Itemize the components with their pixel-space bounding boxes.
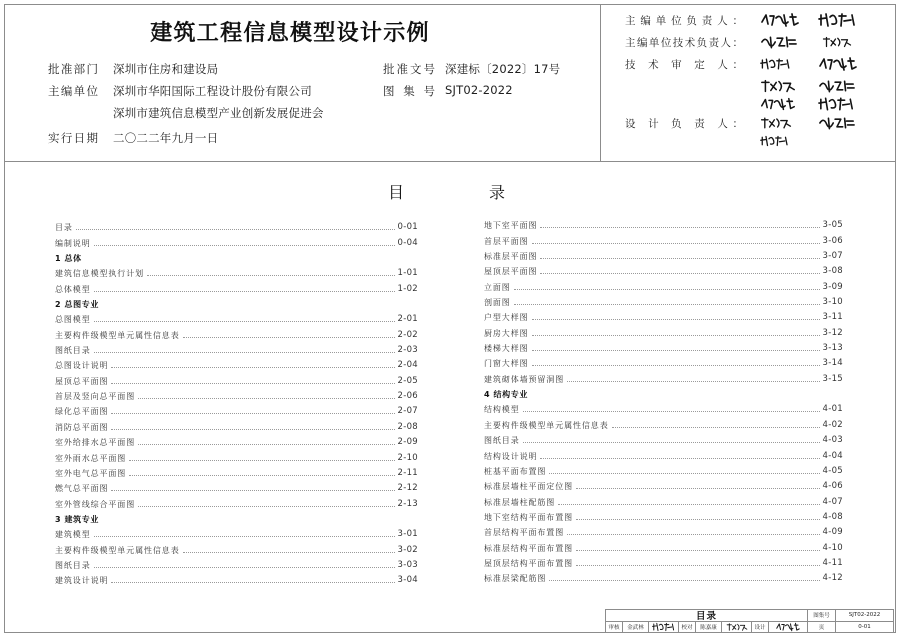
unit-head-label: 主编单位负责人： <box>625 15 743 27</box>
toc-entry-page: 2-12 <box>397 483 418 494</box>
toc-entry-page: 3-06 <box>822 235 843 246</box>
atlas-title: 建筑工程信息模型设计示例 <box>150 21 430 46</box>
toc-entry-title: 燃气总平面图 <box>55 484 109 494</box>
approval-dept-label: 批准部门 <box>48 62 98 76</box>
toc-entry-page: 4-05 <box>822 465 843 476</box>
toc-entry[interactable] <box>484 369 843 384</box>
toc-entry-page: 2-09 <box>397 437 418 448</box>
toc-entry-page: 3-15 <box>822 373 843 384</box>
toc-entry-page: 2-02 <box>397 329 418 340</box>
toc-entry[interactable] <box>484 339 843 354</box>
toc-entry-title: 标准层结构平面布置图 <box>484 543 573 553</box>
toc-entry[interactable] <box>484 569 843 584</box>
toc-entry-page: 4-04 <box>822 450 843 461</box>
toc-entry-page: 4-03 <box>822 435 843 446</box>
toc-entry-title: 室外给排水总平面图 <box>55 438 136 448</box>
toc-entry-page: 4-01 <box>822 404 843 415</box>
toc-entry[interactable] <box>55 325 418 340</box>
toc-entry-title: 主要构件级模型单元属性信息表 <box>55 330 180 340</box>
toc-entry[interactable] <box>55 402 418 417</box>
toc-entry-title: 图纸目录 <box>55 346 91 356</box>
toc-entry-page: 3-11 <box>822 312 843 323</box>
leader-dots <box>138 444 394 445</box>
toc-entry-title: 标准层墙柱平面定位图 <box>484 482 573 492</box>
leader-dots <box>567 381 819 382</box>
approval-no: 深建标〔2022〕17号 <box>445 62 561 76</box>
signature <box>818 78 856 94</box>
leader-dots <box>576 488 820 489</box>
toc-entry-title: 室外雨水总平面图 <box>55 453 127 463</box>
leader-dots <box>129 475 394 476</box>
review-signature <box>649 622 679 634</box>
toc-entry-title: 屋顶总平面图 <box>55 376 109 386</box>
leader-dots <box>111 429 394 430</box>
leader-dots <box>576 519 820 520</box>
toc-entry[interactable] <box>55 264 418 279</box>
toc-entry-title: 编制说明 <box>55 238 91 248</box>
toc-entry[interactable] <box>484 446 843 461</box>
leader-dots <box>94 245 395 246</box>
leader-dots <box>76 229 395 230</box>
toc-entry-title: 建筑砌体墙预留洞图 <box>484 374 565 384</box>
check-name: 陈嘉康 <box>696 622 722 634</box>
leader-dots <box>94 352 395 353</box>
leader-dots <box>576 565 820 566</box>
toc-entry-title: 首层及竖向总平面图 <box>55 392 136 402</box>
toc-entry[interactable] <box>484 538 843 553</box>
leader-dots <box>129 460 394 461</box>
toc-entry[interactable] <box>484 554 843 569</box>
leader-dots <box>138 506 394 507</box>
toc-entry[interactable] <box>55 310 418 325</box>
toc-entry[interactable] <box>484 293 843 308</box>
toc-entry-page: 3-03 <box>397 559 418 570</box>
signature <box>818 115 856 131</box>
toc-entry-page: 3-07 <box>822 251 843 262</box>
leader-dots <box>183 552 395 553</box>
toc-section-title: 1 总体 <box>55 254 82 264</box>
header-vertical-divider <box>600 4 601 161</box>
leader-dots <box>540 273 819 274</box>
toc-entry-title: 桩基平面布置图 <box>484 466 547 476</box>
signature <box>818 56 858 72</box>
toc-entry-page: 3-02 <box>397 544 418 555</box>
leader-dots <box>523 442 820 443</box>
toc-entry-page: 4-07 <box>822 496 843 507</box>
toc-entry[interactable] <box>55 571 418 586</box>
toc-entry-title: 主要构件级模型单元属性信息表 <box>55 545 180 555</box>
toc-entry-page: 2-10 <box>397 452 418 463</box>
toc-entry-title: 屋顶层结构平面布置图 <box>484 558 573 568</box>
toc-entry[interactable] <box>55 218 418 233</box>
signature <box>760 34 798 50</box>
toc-entry[interactable] <box>55 371 418 386</box>
leader-dots <box>540 458 819 459</box>
toc-section-heading <box>55 295 418 310</box>
leader-dots <box>612 427 820 428</box>
toc-entry-page: 3-05 <box>822 220 843 231</box>
toc-section-title: 2 总图专业 <box>55 300 99 310</box>
toc-entry-page: 3-13 <box>822 343 843 354</box>
toc-entry[interactable] <box>55 540 418 555</box>
toc-entry-title: 楼梯大样图 <box>484 344 529 354</box>
leader-dots <box>111 582 394 583</box>
signature <box>760 12 800 28</box>
toc-entry-title: 图纸目录 <box>55 560 91 570</box>
toc-entry-title: 室外管线综合平面图 <box>55 499 136 509</box>
leader-dots <box>576 550 820 551</box>
toc-entry[interactable] <box>484 354 843 369</box>
toc-entry-title: 总图设计说明 <box>55 361 109 371</box>
toc-entry-title: 建筑设计说明 <box>55 576 109 586</box>
toc-entry[interactable] <box>484 415 843 430</box>
toc-section-heading <box>55 249 418 264</box>
leader-dots <box>558 504 819 505</box>
toc-entry-page: 1-01 <box>397 268 418 279</box>
signature <box>760 78 796 94</box>
toc-entry-title: 结构设计说明 <box>484 451 538 461</box>
signature <box>760 56 792 72</box>
toc-entry[interactable] <box>55 233 418 248</box>
leader-dots <box>532 365 820 366</box>
leader-dots <box>111 490 394 491</box>
designer-label: 设 计 负 责 人： <box>625 118 743 130</box>
toc-entry[interactable] <box>55 464 418 479</box>
toc-entry[interactable] <box>55 479 418 494</box>
leader-dots <box>183 337 395 338</box>
toc-entry-title: 标准层墙柱配筋图 <box>484 497 556 507</box>
title-block-atlas-no: SJT02-2022 <box>836 610 894 621</box>
chief-unit-2: 深圳市建筑信息模型产业创新发展促进会 <box>113 106 324 120</box>
leader-dots <box>523 411 820 412</box>
toc-entry-page: 2-06 <box>397 391 418 402</box>
toc-entry-title: 立面图 <box>484 282 511 292</box>
toc-entry-title: 绿化总平面图 <box>55 407 109 417</box>
toc-entry-title: 剖面图 <box>484 298 511 308</box>
toc-entry[interactable] <box>55 556 418 571</box>
toc-heading: 目录 <box>388 183 591 202</box>
atlas-no-label: 图 集 号 <box>383 84 435 98</box>
toc-entry-page: 4-06 <box>822 481 843 492</box>
toc-entry-title: 首层结构平面布置图 <box>484 528 565 538</box>
toc-entry-title: 消防总平面图 <box>55 422 109 432</box>
toc-right-column <box>484 216 843 584</box>
toc-section-heading <box>484 385 843 400</box>
toc-entry-title: 地下室平面图 <box>484 221 538 231</box>
title-block-title: 目录 <box>606 610 808 621</box>
leader-dots <box>540 227 819 228</box>
leader-dots <box>94 536 395 537</box>
leader-dots <box>532 319 820 320</box>
toc-entry-page: 4-10 <box>822 542 843 553</box>
toc-entry-title: 标准层梁配筋图 <box>484 574 547 584</box>
toc-entry-page: 3-12 <box>822 327 843 338</box>
toc-entry[interactable] <box>484 231 843 246</box>
leader-dots <box>111 367 394 368</box>
toc-left-column <box>55 218 418 586</box>
toc-entry[interactable] <box>484 492 843 507</box>
design-label: 设计 <box>752 622 769 634</box>
signature <box>760 115 792 131</box>
toc-entry-page: 2-08 <box>397 421 418 432</box>
toc-entry-page: 3-09 <box>822 281 843 292</box>
toc-entry[interactable] <box>55 279 418 294</box>
effective-date: 二〇二二年九月一日 <box>113 131 219 145</box>
toc-entry-title: 总图模型 <box>55 315 91 325</box>
signature <box>818 96 856 112</box>
toc-entry-page: 4-02 <box>822 419 843 430</box>
leader-dots <box>532 243 820 244</box>
toc-entry-title: 主要构件级模型单元属性信息表 <box>484 420 609 430</box>
header-divider <box>4 161 896 162</box>
page-label: 页 <box>808 622 836 634</box>
leader-dots <box>111 413 394 414</box>
toc-entry-page: 3-04 <box>397 575 418 586</box>
chief-unit-1: 深圳市华阳国际工程设计股份有限公司 <box>113 84 312 98</box>
toc-entry-page: 4-08 <box>822 511 843 522</box>
check-signature <box>722 622 752 634</box>
toc-entry[interactable] <box>484 216 843 231</box>
toc-entry[interactable] <box>484 262 843 277</box>
toc-entry-title: 户型大样图 <box>484 313 529 323</box>
check-label: 校对 <box>679 622 696 634</box>
toc-entry[interactable] <box>484 308 843 323</box>
toc-entry[interactable] <box>55 356 418 371</box>
toc-entry-page: 4-09 <box>822 527 843 538</box>
toc-entry-page: 2-11 <box>397 467 418 478</box>
leader-dots <box>94 321 395 322</box>
atlas-no: SJT02-2022 <box>445 83 513 97</box>
toc-entry-page: 1-02 <box>397 283 418 294</box>
toc-section-heading <box>55 510 418 525</box>
signature <box>818 12 858 28</box>
toc-entry-title: 标准层平面图 <box>484 252 538 262</box>
toc-entry-page: 2-13 <box>397 498 418 509</box>
toc-entry-title: 目录 <box>55 223 73 233</box>
tech-head-label: 主编单位技术负责人： <box>625 37 743 49</box>
toc-entry[interactable] <box>55 525 418 540</box>
toc-section-title: 4 结构专业 <box>484 390 528 400</box>
toc-section-title: 3 建筑专业 <box>55 514 99 524</box>
toc-entry[interactable] <box>55 494 418 509</box>
leader-dots <box>514 304 820 305</box>
toc-entry[interactable] <box>484 462 843 477</box>
toc-entry-page: 4-12 <box>822 573 843 584</box>
leader-dots <box>111 383 394 384</box>
toc-entry-page: 2-04 <box>397 360 418 371</box>
title-block-atlas-no-label: 图集号 <box>808 610 836 621</box>
toc-entry[interactable] <box>55 417 418 432</box>
toc-entry-page: 2-05 <box>397 375 418 386</box>
toc-entry-page: 0-04 <box>397 237 418 248</box>
toc-entry-page: 2-01 <box>397 314 418 325</box>
signature <box>760 133 790 149</box>
signature <box>760 96 796 112</box>
toc-entry[interactable] <box>55 448 418 463</box>
toc-entry-page: 3-14 <box>822 358 843 369</box>
toc-entry[interactable] <box>484 477 843 492</box>
chief-unit-label: 主编单位 <box>48 84 98 98</box>
toc-entry-title: 屋顶层平面图 <box>484 267 538 277</box>
toc-entry[interactable] <box>484 323 843 338</box>
toc-entry-title: 厨房大样图 <box>484 328 529 338</box>
reviewer-label: 技 术 审 定 人： <box>625 59 743 71</box>
toc-entry-page: 2-07 <box>397 406 418 417</box>
toc-entry-title: 室外电气总平面图 <box>55 468 127 478</box>
title-block <box>605 609 894 633</box>
toc-entry-page: 0-01 <box>397 222 418 233</box>
toc-entry-title: 结构模型 <box>484 405 520 415</box>
toc-entry-page: 3-01 <box>397 529 418 540</box>
page-number: 0-01 <box>836 622 894 634</box>
toc-entry-title: 建筑模型 <box>55 530 91 540</box>
leader-dots <box>94 291 395 292</box>
effective-date-label: 实行日期 <box>48 131 98 145</box>
toc-entry[interactable] <box>55 433 418 448</box>
leader-dots <box>567 534 819 535</box>
leader-dots <box>514 289 820 290</box>
toc-entry[interactable] <box>484 431 843 446</box>
review-label: 审核 <box>606 622 623 634</box>
leader-dots <box>540 258 819 259</box>
leader-dots <box>532 350 820 351</box>
signature <box>822 34 852 50</box>
leader-dots <box>147 275 395 276</box>
toc-entry[interactable] <box>484 523 843 538</box>
toc-entry[interactable] <box>484 277 843 292</box>
approval-dept: 深圳市住房和建设局 <box>113 62 219 76</box>
toc-entry-title: 首层平面图 <box>484 236 529 246</box>
leader-dots <box>549 473 819 474</box>
toc-entry-page: 4-11 <box>822 557 843 568</box>
toc-entry-title: 地下室结构平面布置图 <box>484 512 573 522</box>
toc-entry[interactable] <box>484 247 843 262</box>
leader-dots <box>549 580 819 581</box>
toc-entry-title: 图纸目录 <box>484 436 520 446</box>
toc-entry[interactable] <box>55 387 418 402</box>
toc-entry-page: 3-10 <box>822 297 843 308</box>
approval-no-label: 批准文号 <box>383 62 435 76</box>
toc-entry-page: 3-08 <box>822 266 843 277</box>
toc-entry[interactable] <box>55 341 418 356</box>
toc-entry-title: 门窗大样图 <box>484 359 529 369</box>
toc-entry-page: 2-03 <box>397 345 418 356</box>
leader-dots <box>532 335 820 336</box>
leader-dots <box>138 398 394 399</box>
toc-entry[interactable] <box>484 400 843 415</box>
leader-dots <box>94 567 395 568</box>
toc-entry[interactable] <box>484 508 843 523</box>
toc-entry-title: 总体模型 <box>55 284 91 294</box>
review-name: 金武林 <box>623 622 649 634</box>
design-signature <box>769 622 808 634</box>
toc-entry-title: 建筑信息模型执行计划 <box>55 269 144 279</box>
